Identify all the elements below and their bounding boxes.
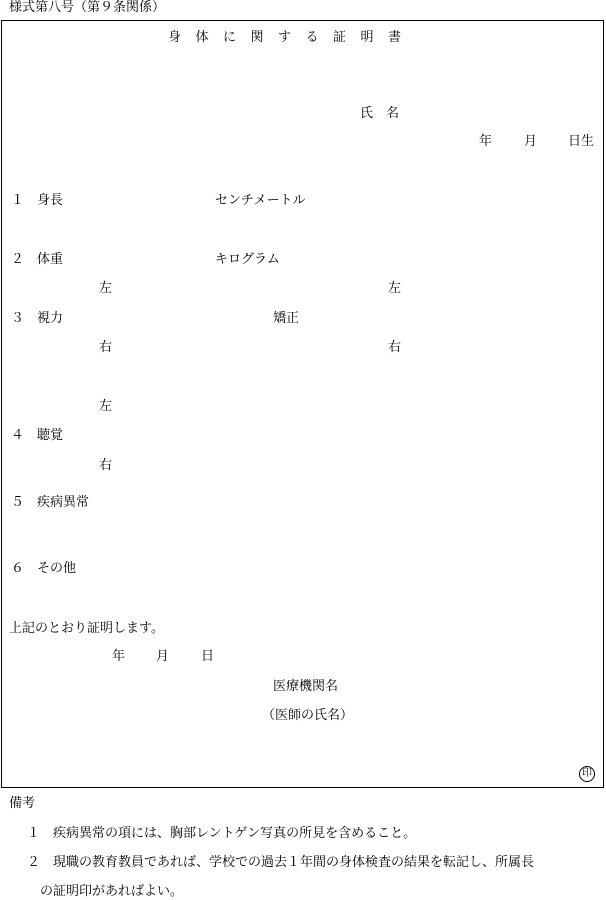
vision-corrected-left-label: 左 <box>388 281 402 296</box>
date-day-label: 日 <box>201 649 215 664</box>
certificate-title: 身体に関する証明書 <box>168 30 416 45</box>
birth-month-label: 月 <box>524 134 538 149</box>
name-label: 氏 名 <box>360 106 400 121</box>
certification-statement: 上記のとおり証明します。 <box>9 621 164 636</box>
disease-label: ５ 疾病異常 <box>11 495 90 510</box>
height-label: １ 身長 <box>11 193 64 208</box>
remarks-note-2-line-1: ２ 現職の教育教員であれば、学校での過去１年間の身体検査の結果を転記し、所属長 <box>27 855 535 870</box>
doctor-name-label: （医師の氏名） <box>262 708 354 723</box>
hearing-right-label: 右 <box>99 458 113 473</box>
birth-year-label: 年 <box>479 134 493 149</box>
certificate-frame <box>1 20 604 788</box>
remarks-heading: 備考 <box>9 796 36 811</box>
weight-label: ２ 体重 <box>11 252 64 267</box>
date-month-label: 月 <box>156 649 170 664</box>
form-number-header: 様式第八号（第９条関係） <box>9 0 166 15</box>
remarks-note-2-line-2: の証明印があればよい。 <box>40 884 184 899</box>
height-unit: センチメートル <box>215 193 306 208</box>
remarks-note-1: １ 疾病異常の項には、胸部レントゲン写真の所見を含めること。 <box>27 826 417 841</box>
vision-corrected-right-label: 右 <box>388 340 402 355</box>
vision-corrected-label: 矯正 <box>273 311 300 326</box>
hearing-label: ４ 聴覚 <box>11 428 64 443</box>
weight-unit: キログラム <box>215 252 280 267</box>
birth-day-label: 日生 <box>568 134 595 149</box>
hearing-left-label: 左 <box>99 399 113 414</box>
seal-mark: 印 <box>579 766 595 782</box>
institution-label: 医療機関名 <box>273 679 339 694</box>
other-label: ６ その他 <box>11 561 77 576</box>
vision-label: ３ 視力 <box>11 311 64 326</box>
vision-left-label: 左 <box>99 281 113 296</box>
vision-right-label: 右 <box>99 340 113 355</box>
date-year-label: 年 <box>112 649 126 664</box>
